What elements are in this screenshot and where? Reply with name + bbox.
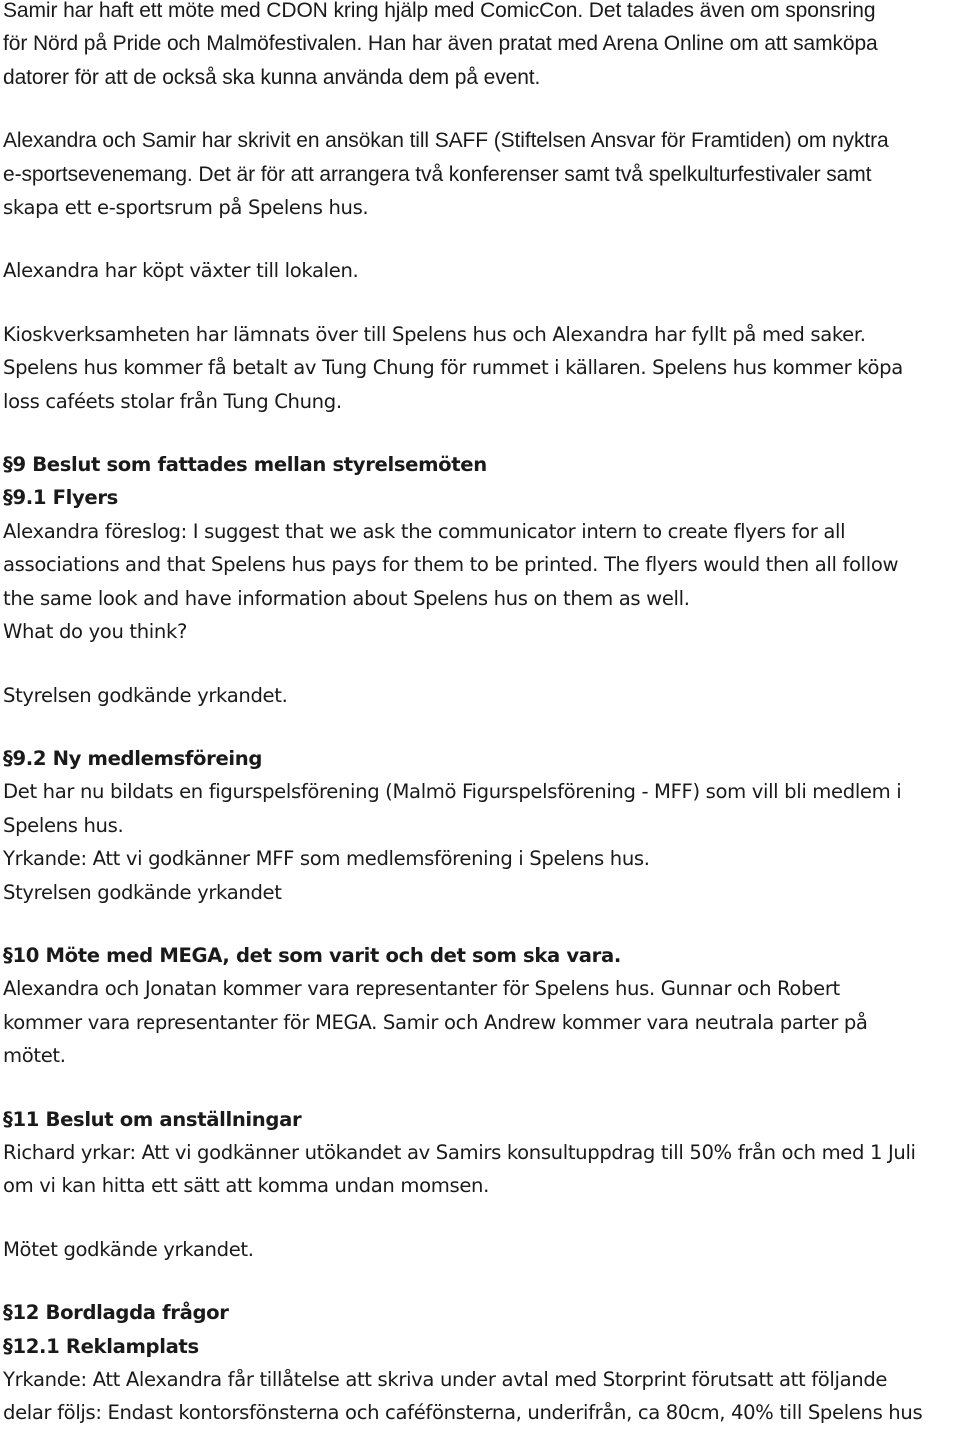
text-line: Det har nu bildats en figurspelsförening (Malmö Figurspelsförening - MFF) som vill bli medlem i	[3, 780, 902, 804]
text-line: för Nörd på Pride och Malmöfestivalen. Han har även pratat med Arena Online om att samköpa	[3, 32, 878, 56]
text-line: Styrelsen godkände yrkandet	[3, 880, 282, 904]
section-heading: §9 Beslut som fattades mellan styrelsemöten	[3, 453, 487, 477]
section-heading: §10 Möte med MEGA, det som varit och det som ska vara.	[3, 943, 621, 967]
paragraph-kiosk	[3, 318, 958, 418]
text-line: loss caféets stolar från Tung Chung.	[3, 389, 342, 413]
section-11-employment	[3, 1103, 958, 1203]
text-line: Spelens hus.	[3, 813, 124, 837]
text-line: mötet.	[3, 1044, 66, 1068]
text-line: Alexandra föreslog: I suggest that we ask the communicator intern to create flyers for all	[3, 519, 846, 543]
text-line: Alexandra och Jonatan kommer vara representanter för Spelens hus. Gunnar och Robert	[3, 977, 840, 1001]
text-line: Alexandra har köpt växter till lokalen.	[3, 259, 359, 283]
text-line: Spelens hus kommer få betalt av Tung Chung för rummet i källaren. Spelens hus kommer köpa	[3, 356, 903, 380]
section-9-flyers	[3, 448, 958, 648]
text-line: the same look and have information about Spelens hus on them as well.	[3, 586, 690, 610]
decision-employment	[3, 1233, 958, 1266]
text-line: Kioskverksamheten har lämnats över till Spelens hus och Alexandra har fyllt på med saker.	[3, 322, 866, 346]
text-line: Yrkande: Att Alexandra får tillåtelse att skriva under avtal med Storprint förutsatt att följande	[3, 1368, 888, 1391]
text-line: Richard yrkar: Att vi godkänner utökandet av Samirs konsultuppdrag till 50% från och med 1 Juli	[3, 1140, 916, 1164]
text-line: kommer vara representanter för MEGA. Samir och Andrew kommer vara neutrala parter på	[3, 1010, 868, 1034]
section-heading: §12 Bordlagda frågor	[3, 1301, 229, 1325]
decision-flyers	[3, 679, 958, 712]
text-line: skapa ett e-sportsrum på Spelens hus.	[3, 196, 369, 220]
text-line: e-sportsevenemang. Det är för att arrangera två konferenser samt två spelkulturfestivaler samt	[3, 162, 872, 186]
text-line: datorer för att de också ska kunna använda dem på event.	[3, 65, 541, 89]
subsection-heading: §9.1 Flyers	[3, 486, 118, 510]
section-heading: §11 Beslut om anställningar	[3, 1107, 302, 1131]
text-line: Mötet godkände yrkandet.	[3, 1237, 254, 1261]
subsection-heading: §12.1 Reklamplats	[3, 1334, 199, 1358]
text-line: associations and that Spelens hus pays for them to be printed. The flyers would then all follow	[3, 553, 899, 577]
paragraph-plants	[3, 254, 958, 287]
section-9-2-new-member	[3, 742, 958, 909]
text-line: What do you think?	[3, 620, 188, 644]
paragraph-cdon-meeting	[3, 0, 958, 94]
text-line: Alexandra och Samir har skrivit en ansökan till SAFF (Stiftelsen Ansvar för Framtiden) om nyktra	[3, 129, 889, 153]
paragraph-saff-application	[3, 124, 958, 224]
document-page	[3, 0, 958, 1430]
section-10-mega-meeting	[3, 939, 958, 1073]
text-line: Yrkande: Att vi godkänner MFF som medlemsförening i Spelens hus.	[3, 847, 650, 871]
text-line: delar följs: Endast kontorsfönsterna och caféfönsterna, underifrån, ca 80cm, 40% till Spelens hus	[3, 1401, 923, 1425]
text-line: om vi kan hitta ett sätt att komma undan momsen.	[3, 1174, 489, 1198]
section-12-tabled-questions	[3, 1296, 958, 1430]
subsection-heading: §9.2 Ny medlemsföreing	[3, 746, 263, 770]
text-line: Styrelsen godkände yrkandet.	[3, 683, 288, 707]
text-line: Samir har haft ett möte med CDON kring hjälp med ComicCon. Det talades även om sponsring	[3, 0, 876, 22]
